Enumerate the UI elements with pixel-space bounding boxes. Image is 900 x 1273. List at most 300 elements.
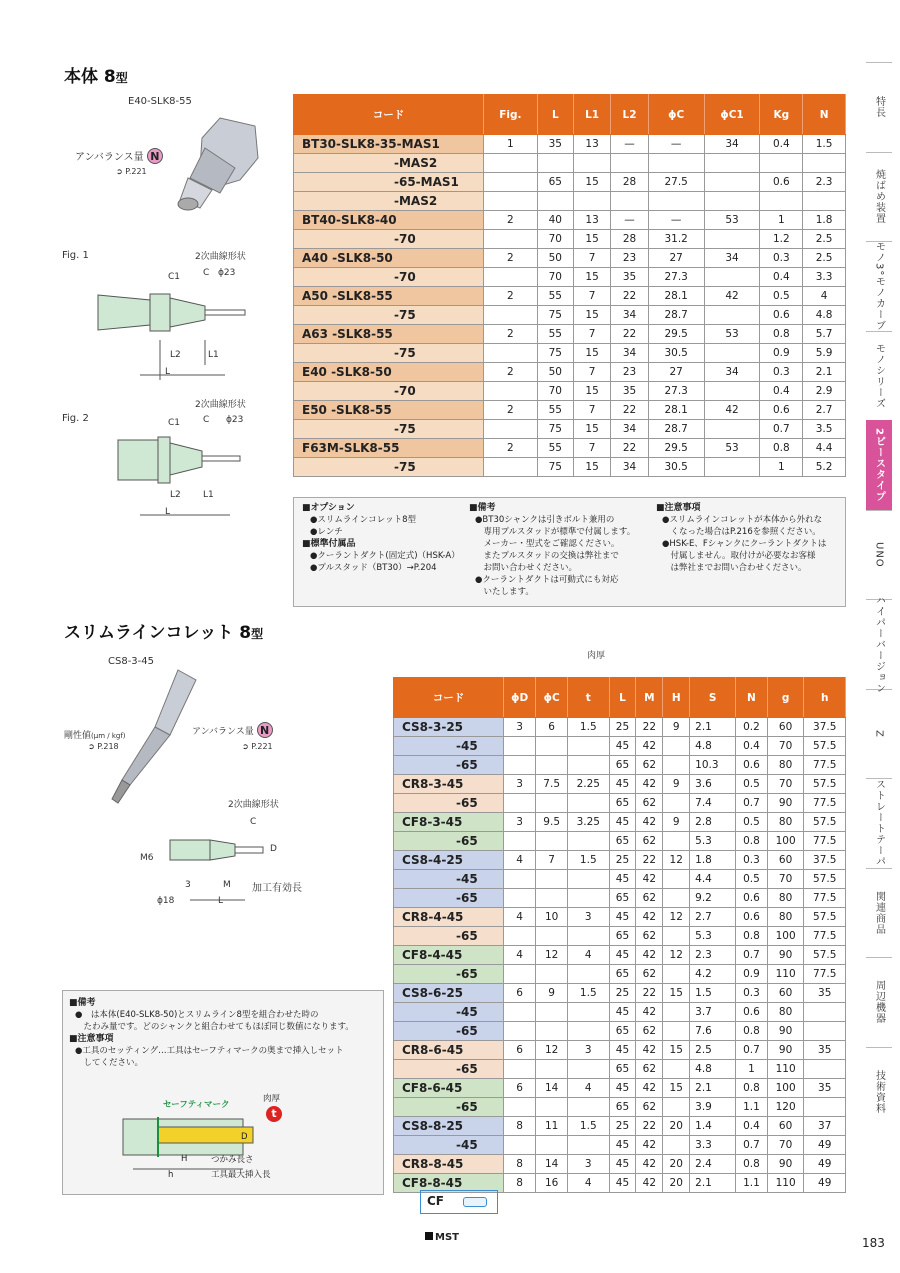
table2-cell — [504, 1003, 536, 1022]
std-1: ●プルスタッド（BT30）→P.204 — [310, 563, 437, 573]
table2-cell: 3 — [568, 1041, 610, 1060]
table1-cell: 2.5 — [803, 230, 846, 249]
table1-cell: 75 — [537, 344, 573, 363]
collet-table — [393, 677, 846, 1193]
table2-cell: 0.6 — [736, 1003, 768, 1022]
unbalance-text: アンバランス量 — [75, 152, 144, 163]
table2-cell — [536, 889, 568, 908]
table2-cell: 25 — [609, 718, 636, 737]
collet-dim-m: M — [223, 880, 231, 890]
table2-header: L — [609, 678, 636, 718]
table2-cell: 8 — [504, 1155, 536, 1174]
table1-cell: 3.5 — [803, 420, 846, 439]
table2-header: N — [736, 678, 768, 718]
table2-cell: 45 — [609, 1155, 636, 1174]
collet-dim-d: D — [270, 844, 277, 854]
table2-cell: 60 — [767, 984, 804, 1003]
table2-row — [394, 984, 846, 1003]
table1-header: ϕC — [648, 95, 704, 135]
table2-cell: 90 — [767, 1022, 804, 1041]
table2-cell: 4 — [504, 946, 536, 965]
table1-cell — [648, 154, 704, 173]
table1-code: E40 -SLK8-50 — [294, 363, 484, 382]
table2-code: CR8-3-45 — [394, 775, 504, 794]
table2-cell: 4.2 — [690, 965, 736, 984]
table2-cell — [536, 832, 568, 851]
table2-cell — [568, 889, 610, 908]
table1-cell — [484, 230, 538, 249]
collet-notes — [62, 990, 384, 1195]
table2-cell: 4 — [568, 946, 610, 965]
table2-cell: 4.8 — [690, 737, 736, 756]
stiffness-label — [64, 728, 126, 741]
fig1-l: L — [165, 367, 171, 377]
table1-cell: 1.5 — [803, 135, 846, 154]
table2-cell — [504, 870, 536, 889]
dim-h-upper: H — [181, 1154, 188, 1164]
side-tab-label: モノシリーズ — [873, 342, 885, 409]
table1-row — [294, 439, 846, 458]
table2-cell: 0.8 — [736, 832, 768, 851]
table2-cell: 65 — [609, 832, 636, 851]
grip-length: つかみ長さ — [211, 1155, 254, 1165]
table2-cell: 62 — [636, 965, 663, 984]
table1-cell: 7 — [573, 363, 610, 382]
table1-cell — [704, 458, 760, 477]
table2-cell: 62 — [636, 889, 663, 908]
table2-cell: 1 — [736, 1060, 768, 1079]
table2-cell: 0.9 — [736, 965, 768, 984]
table2-cell: 0.5 — [736, 813, 768, 832]
table2-cell: 2.7 — [690, 908, 736, 927]
table2-cell: 6 — [504, 1041, 536, 1060]
fig1-drawing — [90, 280, 260, 390]
table2-cell: 25 — [609, 851, 636, 870]
table2-cell: 77.5 — [804, 927, 846, 946]
table2-cell: 80 — [767, 889, 804, 908]
cf-label: CF — [427, 1194, 445, 1208]
table1-cell: — — [648, 211, 704, 230]
table2-cell: 6 — [536, 718, 568, 737]
table1-cell: — — [611, 135, 648, 154]
table2-cell: 2.25 — [568, 775, 610, 794]
table2-cell: 1.1 — [736, 1098, 768, 1117]
table2-code: CR8-4-45 — [394, 908, 504, 927]
table1-cell: 40 — [537, 211, 573, 230]
table1-header: Kg — [760, 95, 803, 135]
table2-cell: 45 — [609, 1041, 636, 1060]
table2-cell — [663, 1022, 690, 1041]
unbalance-text: アンバランス量 — [192, 727, 254, 737]
table1-cell: 29.5 — [648, 439, 704, 458]
unbalance-icon: N — [147, 148, 163, 164]
side-tab[interactable] — [866, 331, 892, 421]
table2-cell — [504, 927, 536, 946]
table2-cell: 45 — [609, 1079, 636, 1098]
table1-cell: 0.8 — [760, 325, 803, 344]
table2-cell — [663, 832, 690, 851]
table1-cell: 34 — [611, 458, 648, 477]
table2-cell — [804, 1060, 846, 1079]
table2-cell: 45 — [609, 775, 636, 794]
table1-cell: 27 — [648, 363, 704, 382]
table1-cell: 28 — [611, 230, 648, 249]
table2-cell: 70 — [767, 1136, 804, 1155]
table2-cell: 3.25 — [568, 813, 610, 832]
table1-code: -MAS2 — [294, 154, 484, 173]
table2-cell: 3.6 — [690, 775, 736, 794]
table2-cell — [568, 965, 610, 984]
thick-t-icon: t — [266, 1106, 282, 1122]
table1-row — [294, 268, 846, 287]
table2-cell — [504, 1136, 536, 1155]
collet-dim-l: L — [218, 896, 224, 906]
fig2-drawing — [110, 425, 260, 525]
table2-cell: 3 — [504, 718, 536, 737]
remark-line: 専用プルスタッドが標準で付属します。 — [475, 527, 636, 537]
remarks2-heading: ■備考 — [69, 998, 96, 1008]
table2-cell: 9.2 — [690, 889, 736, 908]
table2-cell: 49 — [804, 1136, 846, 1155]
table2-cell: 4 — [568, 1079, 610, 1098]
table2-cell: 3.7 — [690, 1003, 736, 1022]
table1-cell: 70 — [537, 230, 573, 249]
table2-cell — [568, 794, 610, 813]
stiffness-ref[interactable]: ➲ P.218 — [88, 742, 119, 751]
table1-cell: 50 — [537, 249, 573, 268]
table2-cell: 15 — [663, 1079, 690, 1098]
table2-row — [394, 889, 846, 908]
table2-cell: 4.4 — [690, 870, 736, 889]
table2-cell: 12 — [536, 946, 568, 965]
table2-cell: 12 — [663, 908, 690, 927]
table2-cell: 57.5 — [804, 908, 846, 927]
table1-cell: 28.1 — [648, 401, 704, 420]
collet-dim-c: C — [250, 817, 257, 827]
table2-code: -65 — [394, 889, 504, 908]
side-tab-label: UNO — [873, 541, 885, 568]
table1-cell: 15 — [573, 382, 610, 401]
table1-cell: 55 — [537, 439, 573, 458]
table2-cell — [568, 870, 610, 889]
table1-code: -75 — [294, 420, 484, 439]
table2-cell: 65 — [609, 889, 636, 908]
title-size: 8 — [239, 623, 252, 643]
table2-cell: 0.8 — [736, 1079, 768, 1098]
collet-unbalance-ref[interactable]: ➲ P.221 — [242, 742, 273, 751]
table1-cell: 42 — [704, 287, 760, 306]
table2-cell: 70 — [767, 870, 804, 889]
table2-cell — [536, 737, 568, 756]
table1-cell: 34 — [704, 249, 760, 268]
remarks-heading: ■備考 — [469, 503, 496, 513]
table2-cell — [663, 1098, 690, 1117]
table2-cell: 60 — [767, 851, 804, 870]
table1-row — [294, 287, 846, 306]
table1-cell: 22 — [611, 439, 648, 458]
table1-cell — [484, 154, 538, 173]
table1-cell: 50 — [537, 363, 573, 382]
side-tab[interactable] — [866, 1047, 892, 1137]
table2-row — [394, 718, 846, 737]
table2-cell: 3 — [568, 1155, 610, 1174]
caution2-0: ●工具のセッティング…工具はセーフティマークの奥まで挿入しセット — [75, 1046, 344, 1056]
table2-cell: 62 — [636, 927, 663, 946]
table2-cell: 0.7 — [736, 794, 768, 813]
table2-header: M — [636, 678, 663, 718]
max-insert: 工具最大挿入長 — [211, 1170, 271, 1180]
table2-row — [394, 737, 846, 756]
table2-cell: 0.5 — [736, 870, 768, 889]
table1-cell — [704, 154, 760, 173]
table2-cell: 2.5 — [690, 1041, 736, 1060]
table1-code: A50 -SLK8-55 — [294, 287, 484, 306]
table1-cell: 70 — [537, 268, 573, 287]
side-tab-label: Z — [873, 729, 885, 738]
table2-header: h — [804, 678, 846, 718]
table2-cell: 65 — [609, 1022, 636, 1041]
table2-row — [394, 908, 846, 927]
table1-cell: 0.6 — [760, 401, 803, 420]
thick2-label: 肉厚 — [263, 1094, 281, 1104]
side-tab[interactable] — [866, 689, 892, 779]
table2-cell: 35 — [804, 984, 846, 1003]
table1-cell: 3.3 — [803, 268, 846, 287]
table1-cell: 0.5 — [760, 287, 803, 306]
table1-cell: 15 — [573, 458, 610, 477]
table2-cell — [536, 1098, 568, 1117]
table2-cell — [568, 1003, 610, 1022]
table2-cell: 77.5 — [804, 889, 846, 908]
table1-cell: 1.2 — [760, 230, 803, 249]
table2-cell: 8 — [504, 1117, 536, 1136]
table2-cell: 57.5 — [804, 775, 846, 794]
table1-cell: 34 — [704, 135, 760, 154]
table1-cell: 35 — [611, 382, 648, 401]
table2-row — [394, 813, 846, 832]
table2-cell: 62 — [636, 1098, 663, 1117]
table1-cell: 7 — [573, 249, 610, 268]
table1-cell — [484, 344, 538, 363]
table1-cell: 2.3 — [803, 173, 846, 192]
table2-cell: 9 — [536, 984, 568, 1003]
table1-row — [294, 344, 846, 363]
remark-line: ●BT30シャンクは引きボルト兼用の — [475, 515, 615, 525]
table2-cell: 110 — [767, 1060, 804, 1079]
table2-cell: 57.5 — [804, 946, 846, 965]
table2-cell: 0.3 — [736, 984, 768, 1003]
table1-cell: 5.7 — [803, 325, 846, 344]
table2-cell: 4.8 — [690, 1060, 736, 1079]
table1-cell: 27.3 — [648, 382, 704, 401]
table2-code: -65 — [394, 794, 504, 813]
remarks2-0: ● は本体(E40-SLK8-50)とスリムライン8型を組合わせた時の — [75, 1010, 319, 1020]
table2-cell: 42 — [636, 1136, 663, 1155]
table1-cell: 7 — [573, 325, 610, 344]
table1-cell — [484, 173, 538, 192]
table2-row — [394, 1022, 846, 1041]
table2-cell — [663, 889, 690, 908]
side-tab[interactable] — [866, 241, 892, 331]
side-tab-label: ハイパーバージョン — [873, 594, 885, 694]
table2-cell: 49 — [804, 1174, 846, 1193]
table1-cell: 35 — [611, 268, 648, 287]
table1-cell: 55 — [537, 401, 573, 420]
table2-code: CF8-3-45 — [394, 813, 504, 832]
table2-cell: 62 — [636, 794, 663, 813]
side-tab[interactable] — [866, 152, 892, 242]
table1-cell: 53 — [704, 211, 760, 230]
title-text: スリムラインコレット — [64, 623, 234, 643]
table1-cell — [537, 192, 573, 211]
table2-cell: 45 — [609, 946, 636, 965]
table1-cell: 15 — [573, 344, 610, 363]
table2-cell: 70 — [767, 737, 804, 756]
table2-cell — [663, 794, 690, 813]
table2-row — [394, 1136, 846, 1155]
table2-header: H — [663, 678, 690, 718]
table1-code: E50 -SLK8-55 — [294, 401, 484, 420]
table2-cell — [663, 756, 690, 775]
fig1-label: Fig. 1 — [62, 250, 89, 261]
table1-cell: 53 — [704, 439, 760, 458]
remark-line: メーカー・型式をご確認ください。 — [475, 539, 620, 549]
table1-cell: 27 — [648, 249, 704, 268]
table1-cell: 28.1 — [648, 287, 704, 306]
table2-cell: 0.7 — [736, 946, 768, 965]
table2-cell: 4 — [568, 1174, 610, 1193]
table2-cell: 10.3 — [690, 756, 736, 775]
table2-cell: 4 — [504, 908, 536, 927]
side-tab[interactable] — [866, 778, 892, 868]
table2-cell: 2.8 — [690, 813, 736, 832]
side-tab[interactable] — [866, 594, 892, 694]
thick-label: 肉厚 — [587, 651, 606, 661]
table1-cell: 2.9 — [803, 382, 846, 401]
holder-table — [293, 94, 846, 477]
option-1: ●レンチ — [310, 527, 343, 537]
table2-cell — [536, 965, 568, 984]
table2-code: -65 — [394, 756, 504, 775]
table1-cell: 15 — [573, 173, 610, 192]
table2-cell: 77.5 — [804, 794, 846, 813]
table2-code: -45 — [394, 1136, 504, 1155]
table2-cell: 45 — [609, 908, 636, 927]
table1-cell — [537, 154, 573, 173]
table1-cell: 2 — [484, 249, 538, 268]
table2-cell: 20 — [663, 1117, 690, 1136]
table1-cell: 28.7 — [648, 306, 704, 325]
table1-cell — [760, 192, 803, 211]
table1-cell: 75 — [537, 420, 573, 439]
cf-callout — [420, 1190, 498, 1214]
table2-cell: 49 — [804, 1155, 846, 1174]
collet-curve-label: 2次曲線形状 — [228, 800, 279, 810]
safety-mark-label: セーフティマーク — [163, 1100, 230, 1110]
table2-cell: 25 — [609, 984, 636, 1003]
table2-cell: 2.4 — [690, 1155, 736, 1174]
table1-cell — [573, 192, 610, 211]
side-tab[interactable] — [866, 868, 892, 958]
table2-cell: 45 — [609, 870, 636, 889]
table2-cell: 12 — [663, 851, 690, 870]
table2-code: -65 — [394, 1060, 504, 1079]
table2-cell: 20 — [663, 1155, 690, 1174]
table1-cell: 0.3 — [760, 363, 803, 382]
table2-cell: 90 — [767, 1041, 804, 1060]
table2-row — [394, 870, 846, 889]
table2-header: コード — [394, 678, 504, 718]
side-tab[interactable] — [866, 510, 892, 600]
table1-cell — [484, 458, 538, 477]
table2-cell: 2.1 — [690, 1174, 736, 1193]
table1-row — [294, 325, 846, 344]
table1-cell: 4.4 — [803, 439, 846, 458]
table2-code: CF8-6-45 — [394, 1079, 504, 1098]
table1-cell: 7 — [573, 401, 610, 420]
table2-cell — [568, 1060, 610, 1079]
table1-cell: 4.8 — [803, 306, 846, 325]
table2-cell: 3 — [568, 908, 610, 927]
table2-cell: 42 — [636, 1174, 663, 1193]
fig2-label: Fig. 2 — [62, 413, 89, 424]
collet-phi18: ϕ18 — [157, 896, 175, 906]
caution2-heading: ■注意事項 — [69, 1034, 114, 1044]
table1-row — [294, 458, 846, 477]
unbalance-ref[interactable]: ➲ P.221 — [116, 167, 147, 176]
table1-cell: 1.8 — [803, 211, 846, 230]
table1-cell: 15 — [573, 306, 610, 325]
table2-cell: 77.5 — [804, 965, 846, 984]
table2-cell: 60 — [767, 1117, 804, 1136]
title-text: 本体 — [64, 67, 98, 87]
table2-cell — [663, 1003, 690, 1022]
table2-row — [394, 851, 846, 870]
table2-cell — [568, 1022, 610, 1041]
table1-cell — [648, 192, 704, 211]
table2-cell: 14 — [536, 1155, 568, 1174]
side-tab-label: 周辺機器 — [873, 980, 885, 1025]
table2-cell: 80 — [767, 813, 804, 832]
table2-cell — [536, 1136, 568, 1155]
table2-row — [394, 1098, 846, 1117]
table2-cell — [568, 927, 610, 946]
unbalance-icon: N — [257, 722, 273, 738]
table1-code: -75 — [294, 344, 484, 363]
table2-row — [394, 1155, 846, 1174]
side-tab[interactable] — [866, 62, 892, 152]
dim-h-lower: h — [168, 1170, 174, 1180]
table2-cell: 5.3 — [690, 832, 736, 851]
side-tab[interactable] — [866, 957, 892, 1047]
holder-image — [160, 108, 270, 218]
table2-code: -65 — [394, 927, 504, 946]
collet-dim-3: 3 — [185, 880, 191, 890]
table1-header: N — [803, 95, 846, 135]
table2-cell: 35 — [804, 1079, 846, 1098]
table2-cell: 0.7 — [736, 1136, 768, 1155]
section2-title — [64, 618, 263, 643]
table1-header: ϕC1 — [704, 95, 760, 135]
table2-code: CF8-4-45 — [394, 946, 504, 965]
table1-cell: 34 — [611, 420, 648, 439]
side-tab[interactable] — [866, 420, 892, 510]
table1-cell: 28 — [611, 173, 648, 192]
table2-cell: 0.3 — [736, 851, 768, 870]
table2-cell — [504, 794, 536, 813]
side-tab-label: ストレートテーパ — [873, 779, 885, 868]
table2-cell: 3.9 — [690, 1098, 736, 1117]
